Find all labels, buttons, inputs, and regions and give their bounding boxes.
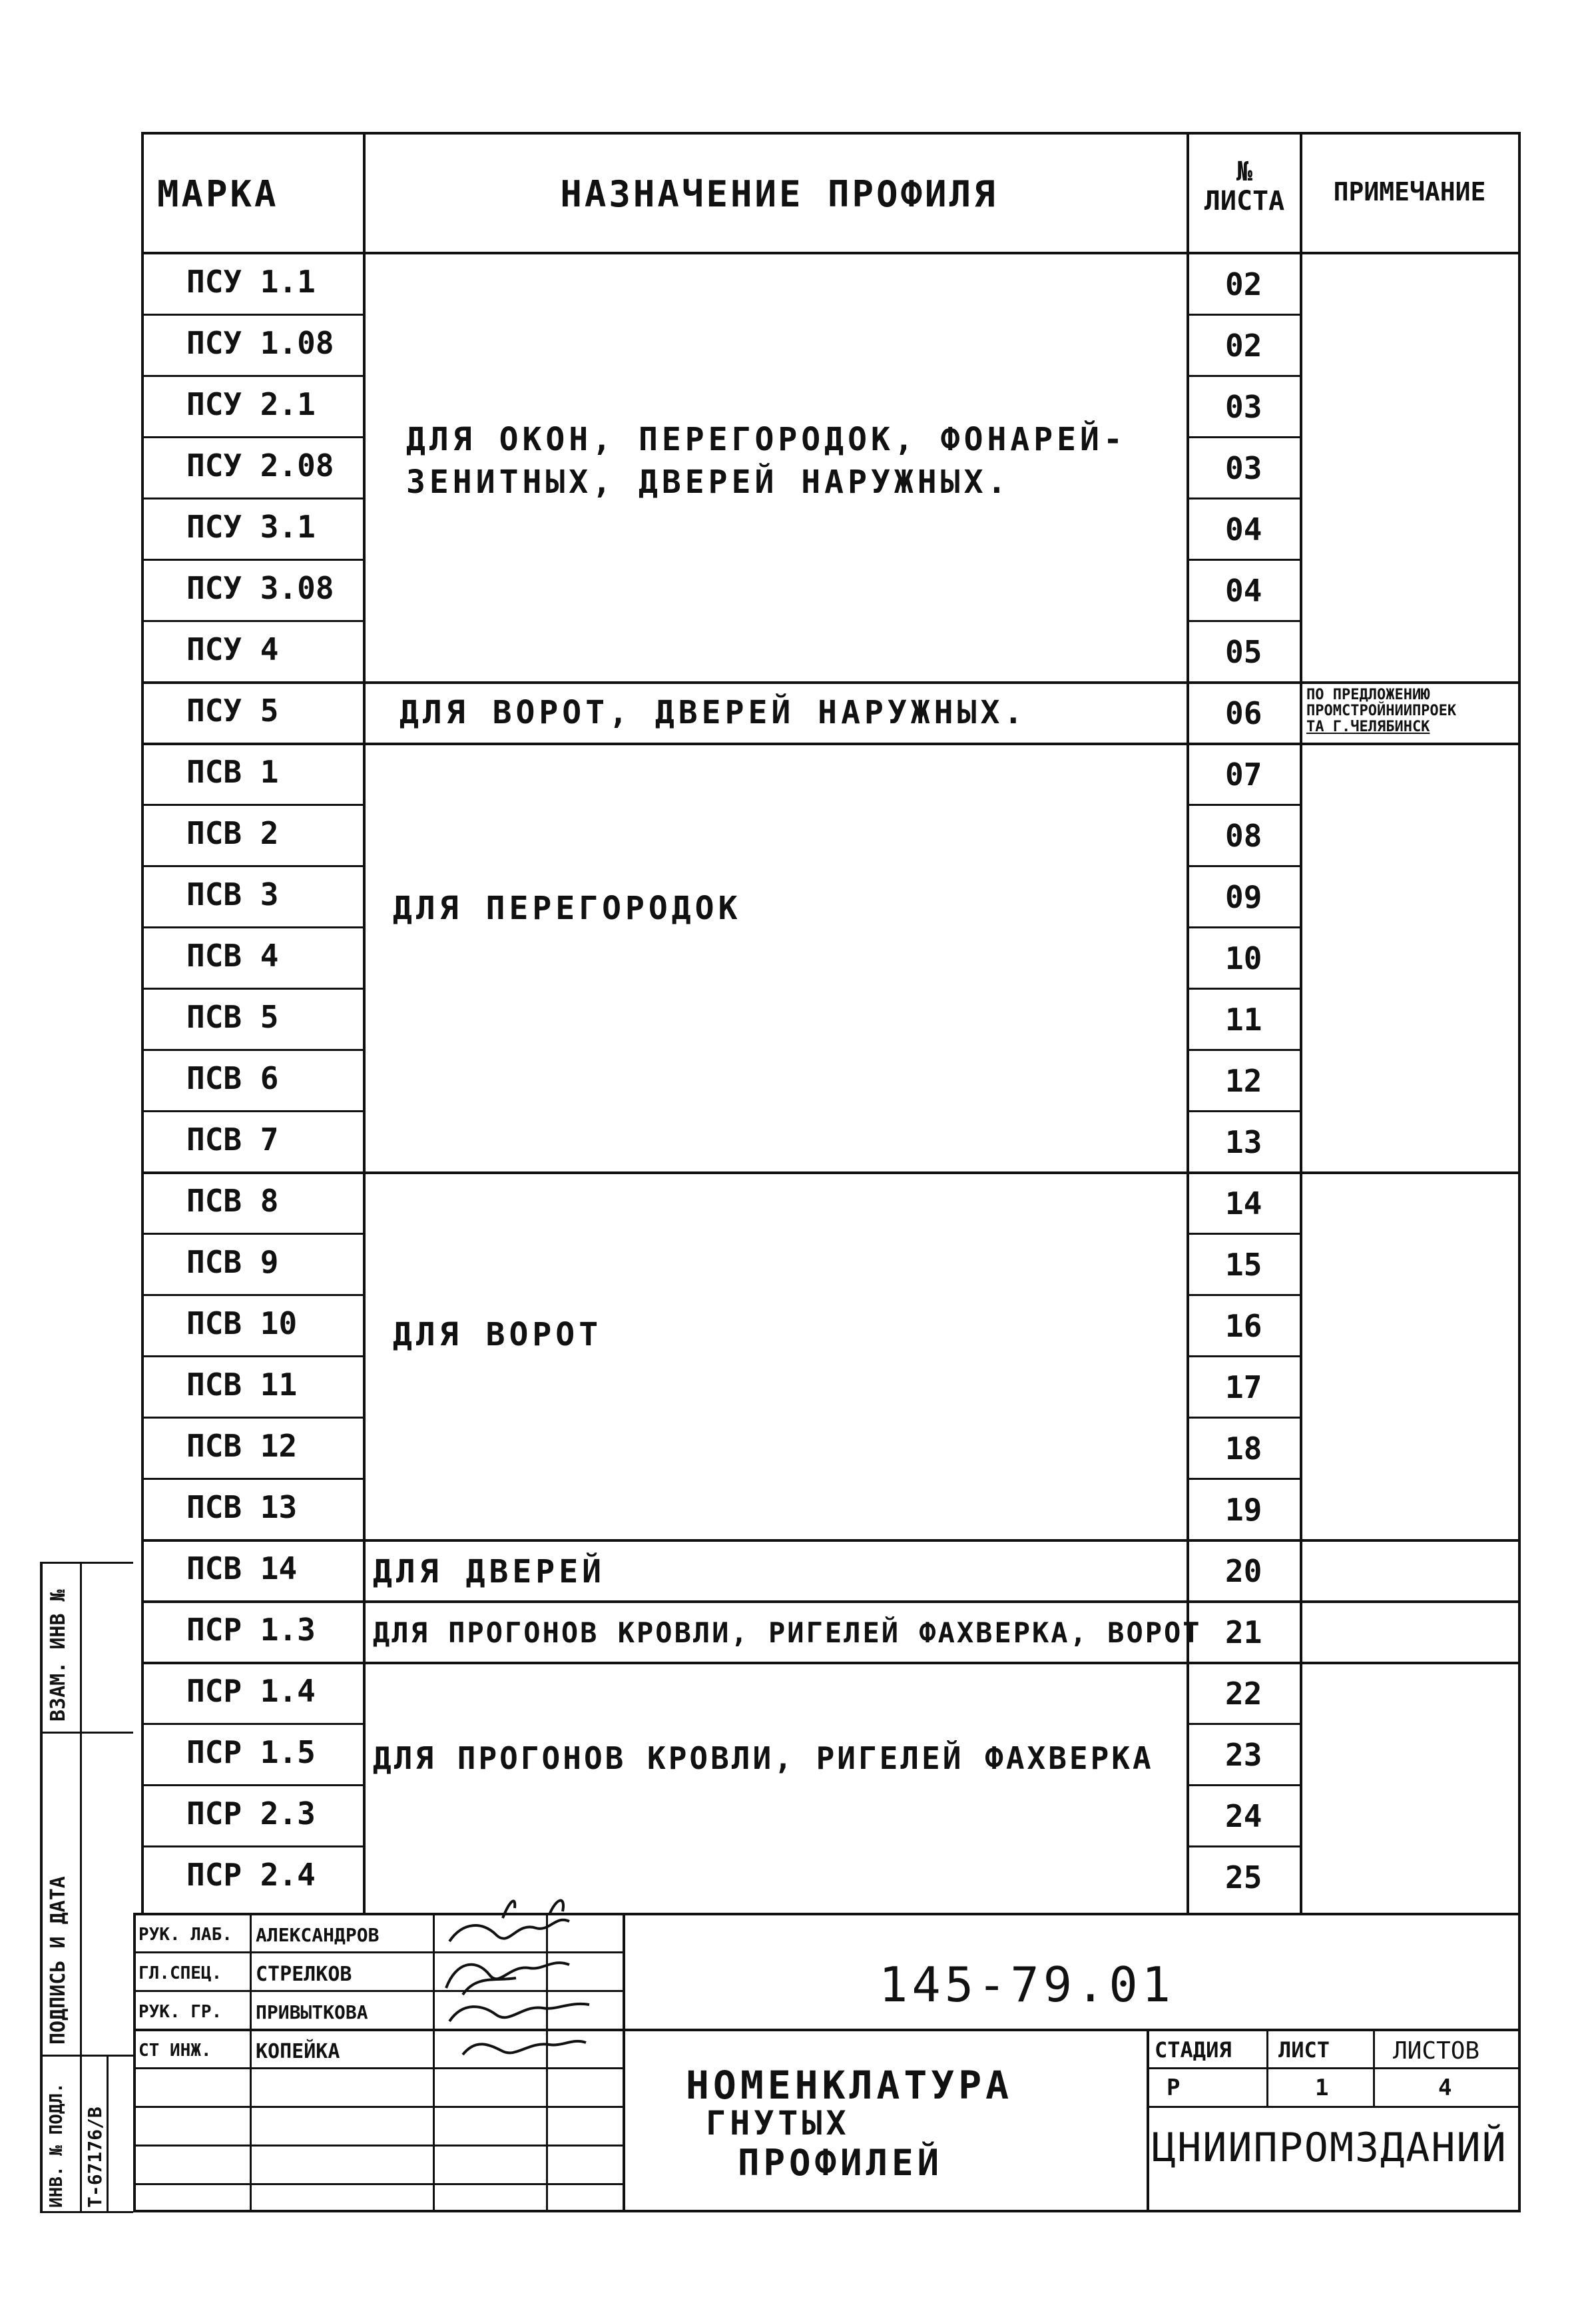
organization: ЦНИИПРОМЗДАНИЙ xyxy=(1152,2125,1507,2171)
role-name: СТРЕЛКОВ xyxy=(256,1963,352,1986)
side-field-replace: ВЗАМ. ИНВ № xyxy=(47,1589,70,1722)
row-mark: ПСР 1.4 xyxy=(186,1673,316,1709)
sheet-label: ЛИСТ xyxy=(1278,2037,1330,2063)
stage-label: СТАДИЯ xyxy=(1155,2037,1232,2063)
row-sheet: 21 xyxy=(1225,1614,1262,1650)
role-label: РУК. ГР. xyxy=(138,2002,222,2022)
row-sheet: 16 xyxy=(1225,1308,1262,1344)
row-sheet: 22 xyxy=(1225,1676,1262,1712)
row-mark: ПСВ 10 xyxy=(186,1305,298,1341)
side-field-inventory: ИНВ. № ПОДЛ. xyxy=(47,2083,67,2208)
purpose-group1-line1: ДЛЯ ОКОН, ПЕРЕГОРОДОК, ФОНАРЕЙ- xyxy=(406,421,1127,458)
sheets-value: 4 xyxy=(1438,2075,1452,2101)
row-sheet: 03 xyxy=(1225,389,1262,425)
sheets-label: ЛИСТОВ xyxy=(1393,2037,1480,2065)
row-sheet: 09 xyxy=(1225,879,1262,915)
row-mark: ПСУ 1.08 xyxy=(186,325,334,361)
row-mark: ПСВ 5 xyxy=(186,999,279,1035)
row-mark: ПСВ 6 xyxy=(186,1060,279,1096)
row-sheet: 04 xyxy=(1225,573,1262,609)
row-mark: ПСВ 12 xyxy=(186,1428,298,1464)
row-sheet: 10 xyxy=(1225,940,1262,976)
row-mark: ПСУ 4 xyxy=(186,631,279,667)
row-mark: ПСВ 7 xyxy=(186,1122,279,1158)
row-mark: ПСР 1.5 xyxy=(186,1734,316,1770)
row-sheet: 14 xyxy=(1225,1185,1262,1221)
row-mark: ПСР 2.4 xyxy=(186,1857,316,1893)
row-sheet: 20 xyxy=(1225,1553,1262,1589)
note-line: ПРОМСТРОЙНИИПРОЕК xyxy=(1306,703,1457,719)
role-label: ГЛ.СПЕЦ. xyxy=(138,1963,222,1983)
row-sheet: 04 xyxy=(1225,511,1262,547)
purpose-group4: ДЛЯ ВОРОТ xyxy=(393,1316,603,1353)
row-sheet: 05 xyxy=(1225,634,1262,670)
purpose-group7: ДЛЯ ПРОГОНОВ КРОВЛИ, РИГЕЛЕЙ ФАХВЕРКА xyxy=(373,1740,1154,1776)
stage-value: Р xyxy=(1167,2075,1181,2101)
doc-title-line1: НОМЕНКЛАТУРА xyxy=(686,2063,1013,2108)
row-sheet: 13 xyxy=(1225,1124,1262,1160)
role-name: ПРИВЫТКОВА xyxy=(256,2001,368,2023)
role-name: КОПЕЙКА xyxy=(256,2040,340,2063)
row-sheet: 25 xyxy=(1225,1859,1262,1895)
row-mark: ПСВ 2 xyxy=(186,815,279,851)
row-sheet: 12 xyxy=(1225,1063,1262,1099)
doc-title-line2: ГНУТЫХ xyxy=(706,2104,850,2143)
header-sheet-no: № ЛИСТА xyxy=(1204,157,1285,216)
side-field-signature: ПОДПИСЬ И ДАТА xyxy=(47,1876,70,2045)
row-mark: ПСУ 2.1 xyxy=(186,386,316,422)
row-mark: ПСВ 4 xyxy=(186,938,279,974)
row-sheet: 17 xyxy=(1225,1369,1262,1405)
row-sheet: 24 xyxy=(1225,1798,1262,1834)
purpose-group6: ДЛЯ ПРОГОНОВ КРОВЛИ, РИГЕЛЕЙ ФАХВЕРКА, ВОРОТ xyxy=(373,1616,1202,1649)
role-name: АЛЕКСАНДРОВ xyxy=(256,1924,380,1946)
row-mark: ПСУ 1.1 xyxy=(186,264,316,300)
role-label: СТ ИНЖ. xyxy=(138,2041,212,2061)
row-mark: ПСВ 8 xyxy=(186,1183,279,1219)
row-sheet: 02 xyxy=(1225,328,1262,364)
purpose-group2: ДЛЯ ВОРОТ, ДВЕРЕЙ НАРУЖНЫХ. xyxy=(399,694,1027,731)
row-mark: ПСВ 1 xyxy=(186,754,279,790)
sheet-value: 1 xyxy=(1315,2075,1329,2101)
row-sheet: 11 xyxy=(1225,1002,1262,1038)
row-mark: ПСР 2.3 xyxy=(186,1796,316,1831)
side-inventory-number: Т-67176/В xyxy=(84,2107,106,2208)
doc-number: 145-79.01 xyxy=(879,1957,1175,2013)
row-mark: ПСУ 5 xyxy=(186,693,279,729)
purpose-group3: ДЛЯ ПЕРЕГОРОДОК xyxy=(393,890,742,927)
row-sheet: 02 xyxy=(1225,266,1262,302)
row-sheet: 19 xyxy=(1225,1492,1262,1528)
row-sheet: 07 xyxy=(1225,757,1262,793)
row-sheet: 03 xyxy=(1225,450,1262,486)
role-label: РУК. ЛАБ. xyxy=(138,1925,232,1945)
row-mark: ПСВ 11 xyxy=(186,1367,298,1403)
row-sheet: 23 xyxy=(1225,1737,1262,1773)
purpose-group5: ДЛЯ ДВЕРЕЙ xyxy=(373,1553,605,1590)
note-line: ПО ПРЕДЛОЖЕНИЮ xyxy=(1306,687,1430,703)
row-mark: ПСР 1.3 xyxy=(186,1612,316,1648)
purpose-group1-line2: ЗЕНИТНЫХ, ДВЕРЕЙ НАРУЖНЫХ. xyxy=(406,464,1011,501)
row-mark: ПСВ 3 xyxy=(186,876,279,912)
note-line: ТА Г.ЧЕЛЯБИНСК xyxy=(1306,719,1430,735)
row-mark: ПСВ 9 xyxy=(186,1244,279,1280)
row-mark: ПСУ 3.08 xyxy=(186,570,334,606)
row-mark: ПСВ 13 xyxy=(186,1489,298,1525)
row-mark: ПСВ 14 xyxy=(186,1550,298,1586)
row-sheet: 18 xyxy=(1225,1431,1262,1467)
row-sheet: 15 xyxy=(1225,1247,1262,1283)
row-mark: ПСУ 3.1 xyxy=(186,509,316,545)
header-mark: МАРКА xyxy=(157,173,279,215)
row-sheet: 06 xyxy=(1225,695,1262,731)
signatures xyxy=(436,1895,609,2061)
doc-title-line3: ПРОФИЛЕЙ xyxy=(738,2142,943,2184)
header-purpose: НАЗНАЧЕНИЕ ПРОФИЛЯ xyxy=(560,173,998,215)
row-mark: ПСУ 2.08 xyxy=(186,448,334,484)
header-note: ПРИМЕЧАНИЕ xyxy=(1333,177,1486,206)
row-sheet: 08 xyxy=(1225,818,1262,854)
